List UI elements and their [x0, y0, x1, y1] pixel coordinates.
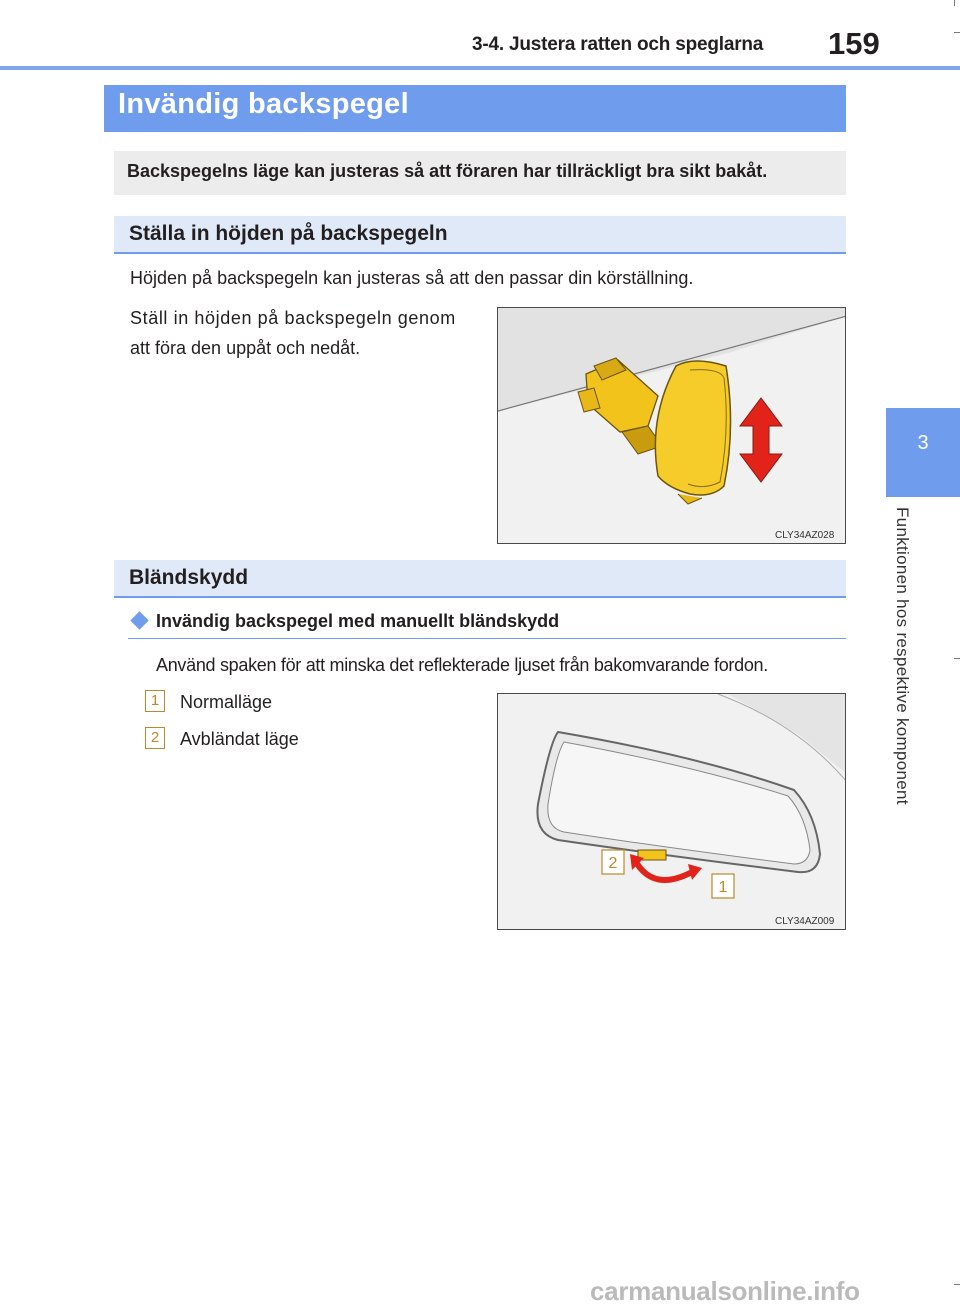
mirror-body-icon — [655, 361, 730, 504]
watermark: carmanualsonline.info — [590, 1276, 860, 1306]
rearview-mirror-icon — [537, 732, 820, 872]
svg-text:1: 1 — [718, 879, 728, 896]
callout-1 — [712, 874, 734, 898]
anti-glare-description: Använd spaken för att minska det reflekterade ljuset från bakomvarande fordon. — [156, 655, 768, 675]
subsection-title-height: Ställa in höjden på backspegeln — [129, 222, 448, 245]
crop-mark — [954, 32, 960, 33]
page-number: 159 — [828, 26, 880, 61]
section-title: Invändig backspegel — [118, 88, 409, 120]
crop-mark — [954, 658, 960, 659]
item-number-2: 2 — [145, 727, 165, 749]
crop-mark — [954, 0, 955, 6]
subsection-title-anti-glare: Bländskydd — [129, 566, 249, 589]
figure-mirror-anti-glare — [497, 693, 846, 930]
figure-mirror-height — [497, 307, 846, 544]
header-title: 3-4. Justera ratten och speglarna — [472, 34, 764, 55]
diamond-bullet-icon — [130, 611, 148, 629]
chapter-label: Funktionen hos respektive komponent — [893, 507, 912, 805]
figure-code: CLY34AZ009 — [775, 916, 835, 927]
bullet-divider — [128, 638, 846, 639]
bullet-title: Invändig backspegel med manuellt bländskydd — [156, 611, 560, 631]
intro-text: Backspegelns läge kan justeras så att föraren har tillräckligt bra sikt bakåt. — [127, 161, 768, 181]
svg-text:2: 2 — [608, 855, 618, 872]
height-instruction-line-2: att föra den uppåt och nedåt. — [130, 338, 361, 358]
callout-2 — [602, 850, 624, 874]
mirror-anti-glare-illustration — [498, 694, 846, 930]
chapter-number: 3 — [917, 432, 929, 454]
up-down-arrow-icon — [740, 398, 782, 482]
item-label-2: Avbländat läge — [180, 729, 299, 749]
height-instruction-line-1: Ställ in höjden på backspegeln genom — [130, 308, 456, 328]
figure-code: CLY34AZ028 — [775, 530, 835, 541]
mirror-height-illustration — [498, 308, 846, 544]
height-description: Höjden på backspegeln kan justeras så att den passar din körställning. — [130, 268, 694, 288]
chapter-divider — [886, 494, 960, 497]
crop-mark — [954, 1284, 960, 1285]
header-divider — [0, 66, 960, 70]
item-label-1: Normalläge — [180, 692, 273, 712]
item-number-1: 1 — [145, 690, 165, 712]
